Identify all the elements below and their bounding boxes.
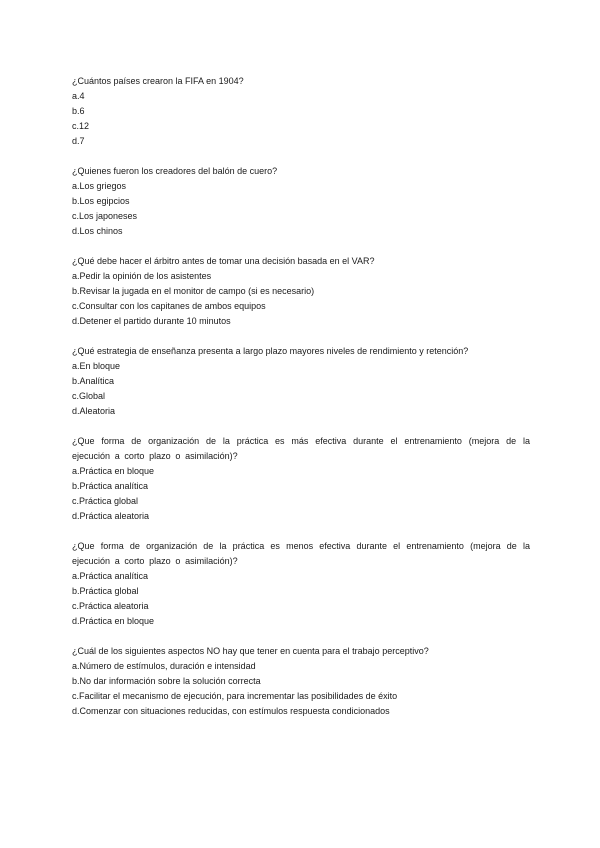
option-d: d.Detener el partido durante 10 minutos [72,316,231,326]
option-c: c.Global [72,391,106,401]
option-d: d.Los chinos [72,226,123,236]
question-6 [72,539,530,629]
option-a: a.Pedir la opinión de los asistentes [72,271,212,281]
question-text: ¿Quienes fueron los creadores del balón de cuero? [72,166,278,176]
question-5 [72,434,530,524]
option-b: b.Revisar la jugada en el monitor de campo (si es necesario) [72,286,315,296]
question-text: ¿Que forma de organización de la práctica es menos efectiva durante el entrenamiento (mejora de la ejecución a corto plazo o asimilación)? [72,541,530,566]
question-text: ¿Cuál de los siguientes aspectos NO hay que tener en cuenta para el trabajo perceptivo? [72,646,429,656]
option-d: d.Práctica en bloque [72,616,155,626]
option-a: a.Práctica en bloque [72,466,155,476]
option-a: a.Los griegos [72,181,127,191]
option-c: c.Facilitar el mecanismo de ejecución, para incrementar las posibilidades de éxito [72,691,398,701]
question-7 [72,644,530,719]
option-a: a.Número de estímulos, duración e intensidad [72,661,256,671]
question-text: ¿Qué estrategia de enseñanza presenta a largo plazo mayores niveles de rendimiento y retención? [72,346,469,356]
option-b: b.6 [72,106,85,116]
question-text: ¿Qué debe hacer el árbitro antes de tomar una decisión basada en el VAR? [72,256,375,266]
option-b: b.Práctica global [72,586,139,596]
option-c: c.Práctica global [72,496,139,506]
option-d: d.7 [72,136,85,146]
question-1 [72,74,530,149]
option-d: d.Práctica aleatoria [72,511,150,521]
option-a: a.Práctica analítica [72,571,149,581]
option-a: a.4 [72,91,85,101]
question-text: ¿Que forma de organización de la práctica es más efectiva durante el entrenamiento (mejora de la ejecución a corto plazo o asimilación)? [72,436,530,461]
option-d: d.Comenzar con situaciones reducidas, con estímulos respuesta condicionados [72,706,390,716]
option-c: c.Práctica aleatoria [72,601,149,611]
question-2 [72,164,530,239]
option-b: b.Analítica [72,376,115,386]
option-b: b.Los egipcios [72,196,130,206]
option-c: c.Los japoneses [72,211,138,221]
option-c: c.12 [72,121,90,131]
question-4 [72,344,530,419]
option-c: c.Consultar con los capitanes de ambos equipos [72,301,266,311]
option-d: d.Aleatoria [72,406,116,416]
option-b: b.Práctica analítica [72,481,149,491]
question-3 [72,254,530,329]
quiz-document [72,74,530,734]
option-b: b.No dar información sobre la solución correcta [72,676,261,686]
option-a: a.En bloque [72,361,121,371]
question-text: ¿Cuántos países crearon la FIFA en 1904? [72,76,244,86]
